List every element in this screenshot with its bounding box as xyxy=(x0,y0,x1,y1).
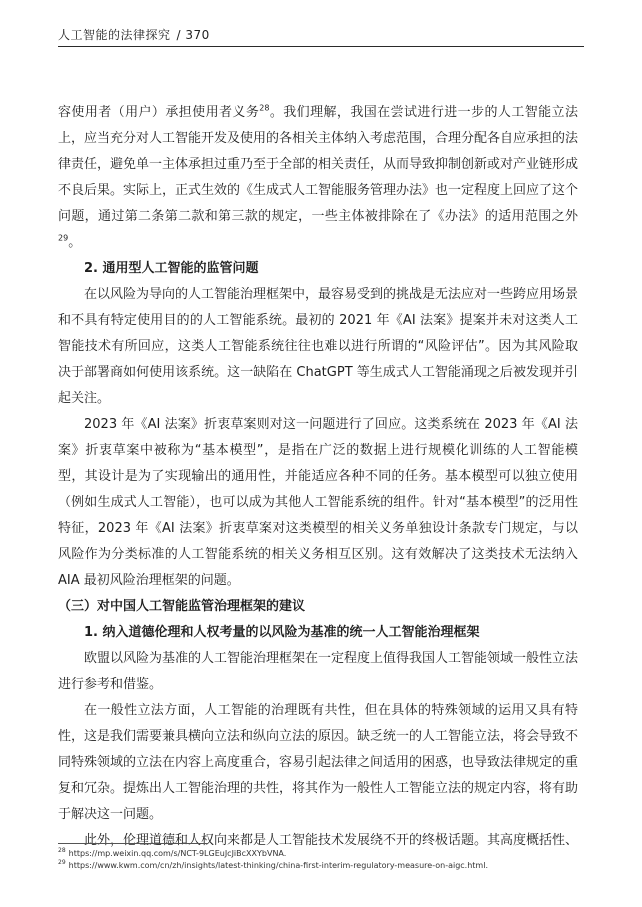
paragraph-2: 在以风险为导向的人工智能治理框架中，最容易受到的挑战是无法应对一些跨应用场景和不具有特定使用目的的人工智能系统。最初的 2021 年《AI 法案》提案并未对这类人工智能技术有所回应，这类人工智能系统往往也难以进行所谓的“风险评估”。因为其风险取决于部署商如何使用该系统。这一缺陷在 ChatGPT 等生成式人工智能涌现之后被发现并引起关注。 xyxy=(58,287,579,406)
footnote-ref-28[interactable]: 28 xyxy=(259,103,270,113)
subheading-unified-framework: 1. 纳入道德伦理和人权考量的以风险为基准的统一人工智能治理框架 xyxy=(84,625,480,640)
header-divider xyxy=(58,46,584,47)
footnote-item: $^{29}$ https://www.kwm.com/cn/zh/insights/latest-thinking/china-first-interim-regulatory-measure-on-aigc.html. xyxy=(58,859,488,870)
paragraph-3: 2023 年《AI 法案》折衷草案则对这一问题进行了回应。这类系统在 2023 年《AI 法案》折衷草案中被称为“基本模型”，是指在广泛的数据上进行规模化训练的人工智能模型，其设计是为了实现输出的通用性，并能适应各种不同的任务。基本模型可以独立使用（例如生成式人工智能），也可以成为其他人工智能系统的组件。针对“基本模型”的泛用性特征，2023 年《AI 法案》折衷草案对这类模型的相关义务单独设计条款专门规定，与以风险作为分类标准的人工智能系统的相关义务相互区别。这有效解决了这类技术无法纳入 AIA 最初风险治理框架的问题。 xyxy=(58,417,578,588)
page-number: / 370 xyxy=(176,28,210,42)
subheading-general-purpose-ai: 2. 通用型人工智能的监管问题 xyxy=(84,261,259,276)
paragraph-4: 欧盟以风险为基准的人工智能治理框架在一定程度上值得我国人工智能领域一般性立法进行参考和借鉴。 xyxy=(58,651,579,692)
footnote-ref-29[interactable]: 29 xyxy=(58,233,69,243)
footnote-divider xyxy=(58,843,208,844)
book-title: 人工智能的法律探究 xyxy=(58,28,171,42)
paragraph-5: 在一般性立法方面，人工智能的治理既有共性，但在具体的特殊领域的运用又具有特性，这是我们需要兼具横向立法和纵向立法的原因。缺乏统一的人工智能立法，将会导致不同特殊领域的立法在内容上高度重合，容易引起法律之间适用的困惑，也导致法律规定的重复和冗杂。提炼出人工智能治理的共性，将其作为一般性人工智能立法的规定内容，将有助于解决这一问题。 xyxy=(58,703,579,822)
footnotes xyxy=(58,848,588,872)
running-header xyxy=(58,26,210,43)
paragraph-1: 容使用者（用户）承担使用者义务$^{28}$。我们理解，我国在尝试进行进一步的人工智能立法上，应当充分对人工智能开发及使用的各相关主体纳入考虑范围，合理分配各自应承担的法律责任，避免单一主体承担过重乃至于全部的相关责任，从而导致抑制创新或对产业链形成不良后果。实际上，正式生效的《生成式人工智能服务管理办法》也一定程度上回应了这个问题，通过第二条第二款和第三款的规定，一些主体被排除在了《办法》的适用范围之外$^{29}$。 xyxy=(58,103,579,250)
footnote-link[interactable]: https://www.kwm.com/cn/zh/insights/latest-thinking/china-first-interim-regulatory-measure-on-aigc.html. xyxy=(68,861,488,870)
body-text xyxy=(58,100,578,854)
paragraph-6: 此外，伦理道德和人权向来都是人工智能技术发展绕不开的终极话题。其高度概括性、 xyxy=(84,833,579,848)
footnote-item: $^{28}$ https://mp.weixin.qq.com/s/NCT-9LGEuJcJiBcXXYbVNA. xyxy=(58,847,287,858)
footnote-link[interactable]: https://mp.weixin.qq.com/s/NCT-9LGEuJcJiBcXXYbVNA. xyxy=(68,849,287,858)
section-heading-china-recommendations: （三）对中国人工智能监管治理框架的建议 xyxy=(58,599,306,614)
